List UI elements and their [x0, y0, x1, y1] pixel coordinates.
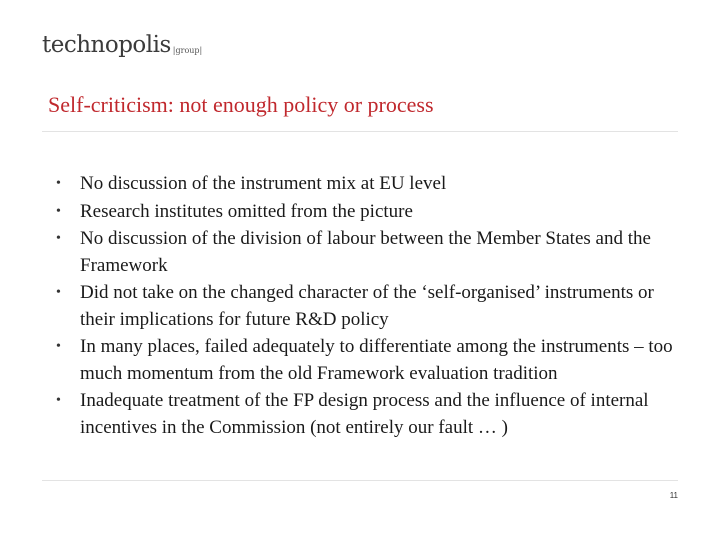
bullet-list: [48, 171, 688, 442]
bullet-text: In many places, failed adequately to differentiate among the instruments – too much momentum from the old Framework evaluation tradition: [80, 336, 673, 384]
bullet-icon: •: [56, 339, 61, 354]
footer-divider: [42, 480, 678, 481]
slide-title: Self-criticism: not enough policy or process: [48, 92, 434, 117]
bullet-icon: •: [56, 176, 61, 191]
bullet-text: Inadequate treatment of the FP design process and the influence of internal incentives in the Commission (not entirely our fault … ): [80, 390, 649, 438]
bullet-icon: •: [56, 203, 61, 219]
bullet-text: Research institutes omitted from the picture: [80, 200, 413, 222]
bullet-item: [48, 171, 688, 198]
bullet-icon: •: [56, 231, 61, 246]
bullet-item: [48, 199, 688, 226]
bullet-text: No discussion of the division of labour between the Member States and the Framework: [80, 228, 651, 276]
logo-wordmark: technopolis: [42, 32, 171, 58]
technopolis-logo: [42, 34, 202, 57]
bullet-item: [48, 388, 688, 441]
bullet-item: [48, 280, 688, 333]
title-divider: [42, 131, 678, 132]
bullet-icon: •: [56, 285, 61, 300]
bullet-item: [48, 226, 688, 279]
page-number: 11: [669, 491, 678, 500]
logo-group-label: |group|: [172, 46, 203, 55]
bullet-text: No discussion of the instrument mix at EU level: [80, 173, 447, 194]
bullet-text: Did not take on the changed character of the ‘self-organised’ instruments or their implications for future R&D policy: [80, 282, 654, 330]
bullet-icon: •: [56, 393, 61, 408]
bullet-item: [48, 334, 688, 387]
